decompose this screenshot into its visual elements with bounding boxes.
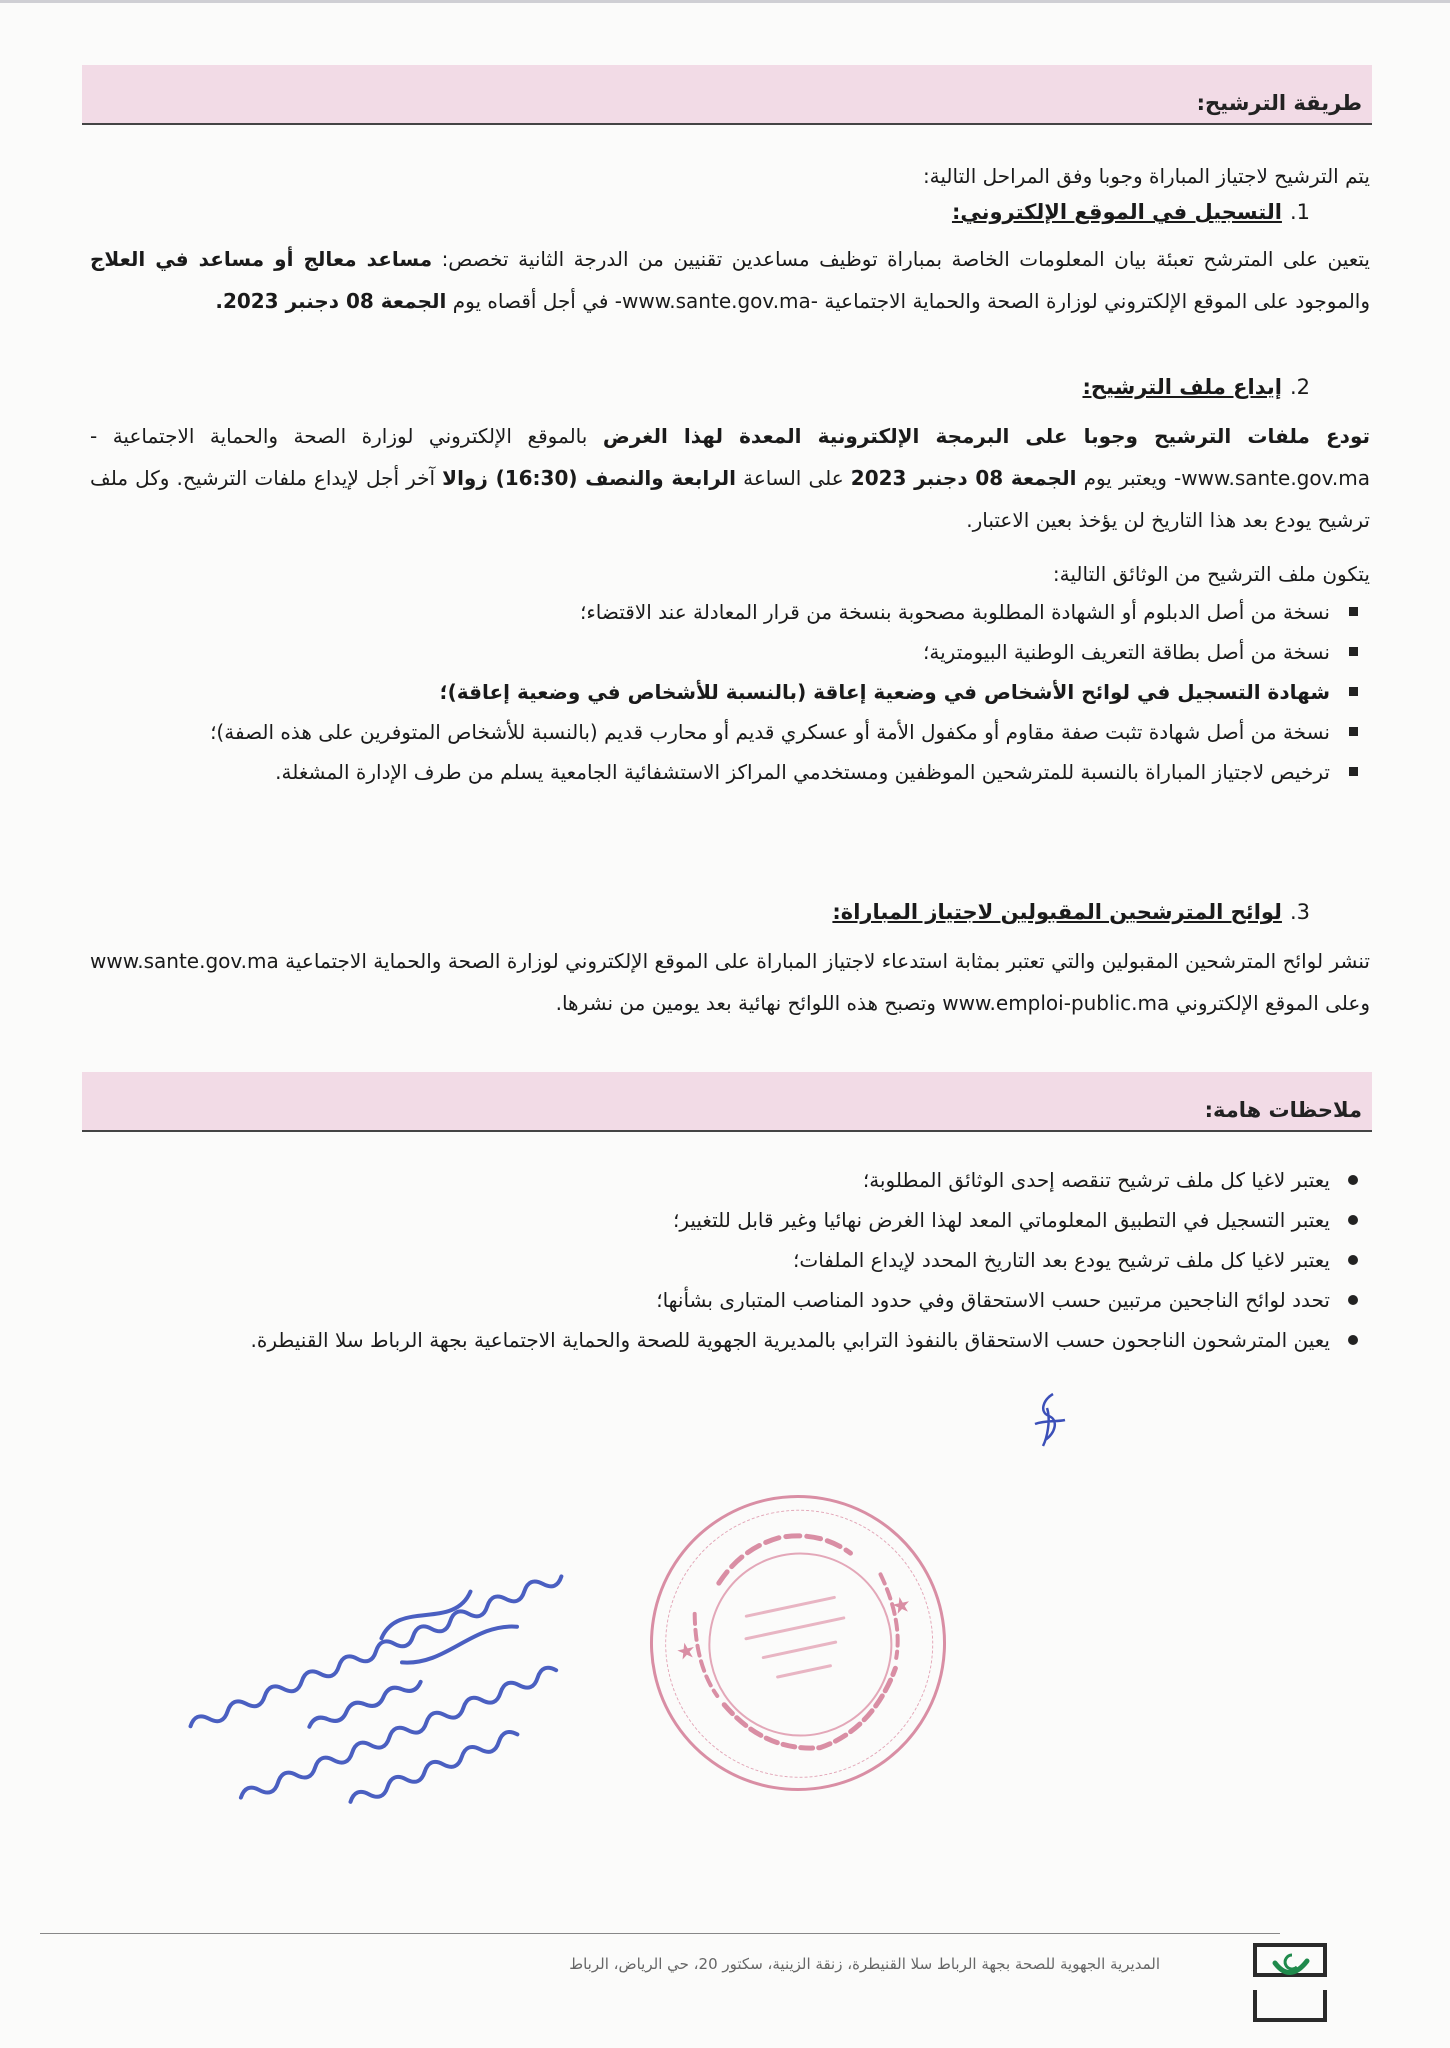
footer-rule xyxy=(40,1933,1280,1934)
step1-specialty: مساعد معالج أو مساعد في العلاج xyxy=(90,247,433,271)
top-edge xyxy=(0,0,1450,3)
step1-title: التسجيل في الموقع الإلكتروني: xyxy=(951,200,1282,224)
note-item: يعتبر لاغيا كل ملف ترشيح يودع بعد التاريخ المحدد لإيداع الملفات؛ xyxy=(170,1240,1370,1280)
footer-address: المديرية الجهوية للصحة بجهة الرباط سلا القنيطرة، زنقة الزينية، سكتور 20، حي الرياض، الرباط xyxy=(569,1955,1160,1973)
step2-text-a: تودع ملفات الترشيح وجوبا على البرمجة الإلكترونية المعدة لهذا الغرض xyxy=(602,424,1370,448)
initials-mark-icon xyxy=(1025,1390,1075,1450)
document-item: نسخة من أصل الدبلوم أو الشهادة المطلوبة مصحوبة بنسخة من قرار المعادلة عند الاقتضاء؛ xyxy=(170,592,1370,632)
document-item: نسخة من أصل شهادة تثبت صفة مقاوم أو مكفول الأمة أو عسكري قديم أو محارب قديم (بالنسبة للأشخاص المتوفرين على هذه الصفة)؛ xyxy=(170,712,1370,752)
step2-heading xyxy=(1082,375,1310,399)
step2-title: إيداع ملف الترشيح: xyxy=(1082,375,1282,399)
section-band-notes xyxy=(82,1072,1372,1132)
note-item: تحدد لوائح الناجحين مرتبين حسب الاستحقاق وفي حدود المناصب المتبارى بشأنها؛ xyxy=(170,1280,1370,1320)
step2-number: 2. xyxy=(1289,375,1310,399)
step1-paragraph xyxy=(90,238,1370,322)
step2-text-f: آخر أجل لإيداع ملفات الترشيح. وكل ملف ترشيح يودع بعد هذا التاريخ لن يؤخذ بعين الاعتبار. xyxy=(90,466,1370,532)
note-item: يعتبر لاغيا كل ملف ترشيح تنقصه إحدى الوثائق المطلوبة؛ xyxy=(170,1160,1370,1200)
note-item: يعتبر التسجيل في التطبيق المعلوماتي المعد لهذا الغرض نهائيا وغير قابل للتغيير؛ xyxy=(170,1200,1370,1240)
step3-heading xyxy=(832,900,1310,924)
signature-block xyxy=(180,1555,680,1855)
step3-number: 3. xyxy=(1289,900,1310,924)
step3-paragraph: تنشر لوائح المترشحين المقبولين والتي تعتبر بمثابة استدعاء لاجتياز المباراة على الموقع الإلكتروني لوزارة الصحة والحماية الاجتماعية www.sante.gov.ma وعلى الموقع الإلكتروني www.emploi-public.ma وتصبح هذه اللوائح نهائية بعد يومين من نشرها. xyxy=(90,949,1370,1015)
step1-heading xyxy=(952,200,1310,224)
step1-number: 1. xyxy=(1289,200,1310,224)
section-band-candidacy xyxy=(82,65,1372,125)
section-title-candidacy: طريقة الترشيح: xyxy=(1196,91,1362,115)
section-title-notes: ملاحظات هامة: xyxy=(1204,1098,1362,1122)
step1-text-c: والموجود على الموقع الإلكتروني لوزارة الصحة والحماية الاجتماعية -www.sante.gov.ma- في أجل أقصاه يوم xyxy=(446,289,1370,313)
step2-date: الجمعة 08 دجنبر 2023 xyxy=(850,466,1077,490)
document-item: شهادة التسجيل في لوائح الأشخاص في وضعية إعاقة (بالنسبة للأشخاص في وضعية إعاقة)؛ xyxy=(170,672,1370,712)
ministry-logo-icon xyxy=(1245,1935,1335,2025)
required-documents-list xyxy=(170,592,1370,792)
step1-text-a: يتعين على المترشح تعبئة بيان المعلومات الخاصة بمباراة توظيف مساعدين تقنيين من الدرجة الثانية تخصص: xyxy=(432,247,1370,271)
document-item: نسخة من أصل بطاقة التعريف الوطنية البيومترية؛ xyxy=(170,632,1370,672)
step2-paragraph xyxy=(90,415,1370,541)
notes-list xyxy=(170,1160,1370,1360)
stamp-star-icon: ★ xyxy=(889,1591,914,1621)
step2-time: الرابعة والنصف (16:30) زوالا xyxy=(442,466,737,490)
docs-intro: يتكون ملف الترشيح من الوثائق التالية: xyxy=(1052,562,1370,586)
document-item: ترخيص لاجتياز المباراة بالنسبة للمترشحين الموظفين ومستخدمي المراكز الاستشفائية الجامعية يسلم من طرف الإدارة المشغلة. xyxy=(170,752,1370,792)
step3-title: لوائح المترشحين المقبولين لاجتياز المباراة: xyxy=(832,900,1282,924)
step2-text-d: على الساعة xyxy=(736,466,851,490)
note-item: يعين المترشحون الناجحون حسب الاستحقاق بالنفوذ الترابي بالمديرية الجهوية للصحة والحماية الاجتماعية بجهة الرباط سلا القنيطرة. xyxy=(170,1320,1370,1360)
step2-text-b: بالموقع الإلكتروني لوزارة الصحة والحماية الاجتماعية -www.sante.gov.ma- ويعتبر يوم xyxy=(90,424,1370,490)
intro-text: يتم الترشيح لاجتياز المباراة وجوبا وفق المراحل التالية: xyxy=(922,164,1370,188)
step1-deadline: الجمعة 08 دجنبر 2023. xyxy=(215,289,447,313)
stamp-star-icon: ★ xyxy=(674,1637,699,1667)
